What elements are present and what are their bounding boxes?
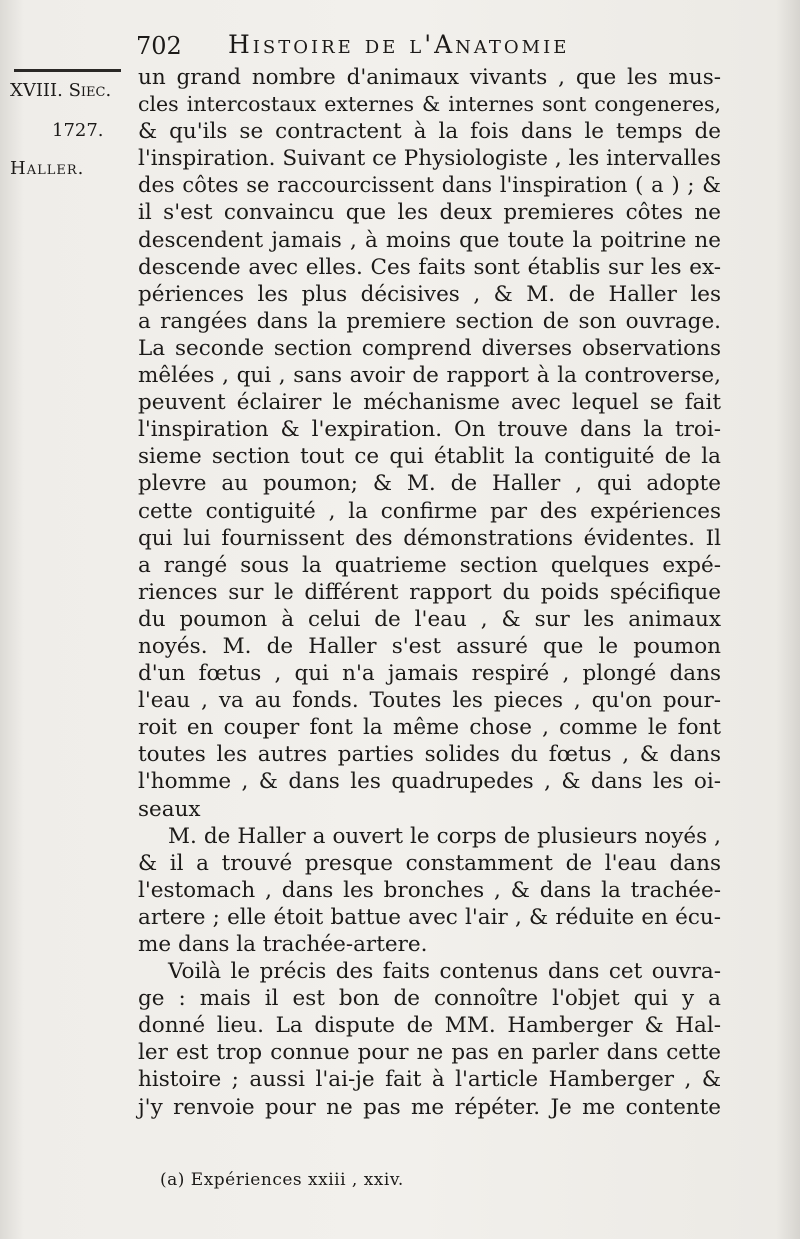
text-line: a rangé sous la quatrieme section quelques expé- (138, 552, 721, 578)
text-line: a rangées dans la premiere section de son ouvrage. (138, 308, 721, 334)
body-text (138, 64, 721, 1121)
text-line: mêlées , qui , sans avoir de rapport à la controverse, (138, 363, 721, 389)
text-line: roit en couper font la même chose , comme le font (138, 715, 721, 741)
text-line: peuvent éclairer le méchanisme avec lequel se fait (138, 390, 721, 416)
page-header (136, 30, 736, 64)
text-line: l'estomach , dans les bronches , & dans la trachée- (138, 877, 721, 903)
text-line: descende avec elles. Ces faits sont établis sur les ex- (138, 254, 721, 280)
margin-author: Haller. (10, 158, 85, 179)
text-line: du poumon à celui de l'eau , & sur les animaux (138, 606, 721, 632)
text-line: Voilà le précis des faits contenus dans cet ouvra- (168, 959, 721, 985)
text-line: d'un fœtus , qui n'a jamais respiré , plongé dans (138, 661, 721, 687)
text-line: riences sur le différent rapport du poids spécifique (138, 579, 721, 605)
text-line: descendent jamais , à moins que toute la poitrine ne (138, 227, 721, 253)
text-line: un grand nombre d'animaux vivants , que les mus- (138, 65, 721, 90)
text-line: cles intercostaux externes & internes sont congeneres, (138, 92, 721, 117)
text-line: toutes les autres parties solides du fœtus , & dans (138, 742, 721, 768)
text-line: l'inspiration & l'expiration. On trouve dans la troi- (138, 417, 721, 443)
text-line: des côtes se raccourcissent dans l'inspiration ( a ) ; & (138, 173, 721, 198)
text-line: j'y renvoie pour ne pas me répéter. Je me contente (138, 1094, 721, 1120)
text-line: sieme section tout ce qui établit la contiguité de la (138, 444, 721, 470)
text-line: ge : mais il est bon de connoître l'objet qui y a (138, 986, 721, 1012)
text-line: qui lui fournissent des démonstrations évidentes. Il (138, 525, 721, 551)
text-line: cette contiguité , la confirme par des expériences (138, 498, 721, 524)
text-line: l'inspiration. Suivant ce Physiologiste , les intervalles (138, 146, 721, 172)
text-line: artere ; elle étoit battue avec l'air , & réduite en écu- (138, 904, 721, 930)
text-line: noyés. M. de Haller s'est assuré que le poumon (138, 633, 721, 659)
text-line: donné lieu. La dispute de MM. Hamberger & Hal- (138, 1013, 721, 1039)
running-title: Histoire de l'Anatomie (228, 30, 570, 59)
text-line: & il a trouvé presque constamment de l'eau dans (138, 850, 721, 876)
text-line: & qu'ils se contractent à la fois dans le temps de (138, 119, 721, 145)
text-line: plevre au poumon; & M. de Haller , qui adopte (138, 471, 721, 497)
text-line: M. de Haller a ouvert le corps de plusieurs noyés , (168, 823, 721, 849)
text-line: seaux (138, 796, 201, 822)
text-line: ler est trop connue pour ne pas en parler dans cette (138, 1040, 721, 1066)
text-line: il s'est convaincu que les deux premieres côtes ne (138, 200, 721, 226)
text-line: l'eau , va au fonds. Toutes les pieces , qu'on pour- (138, 688, 721, 714)
margin-rule (14, 69, 121, 72)
text-line: histoire ; aussi l'ai-je fait à l'article Hamberger , & (138, 1067, 721, 1093)
text-line: l'homme , & dans les quadrupedes , & dans les oi- (138, 769, 721, 795)
text-line: La seconde section comprend diverses observations (138, 335, 721, 361)
footnote: (a) Expériences xxiii , xxiv. (160, 1170, 404, 1190)
text-line: me dans la trachée-artere. (138, 932, 428, 957)
text-line: périences les plus décisives , & M. de Haller les (138, 281, 721, 307)
margin-century: XVIII. Siec. (10, 80, 112, 101)
page-number: 702 (136, 32, 182, 60)
margin-year: 1727. (52, 120, 104, 141)
